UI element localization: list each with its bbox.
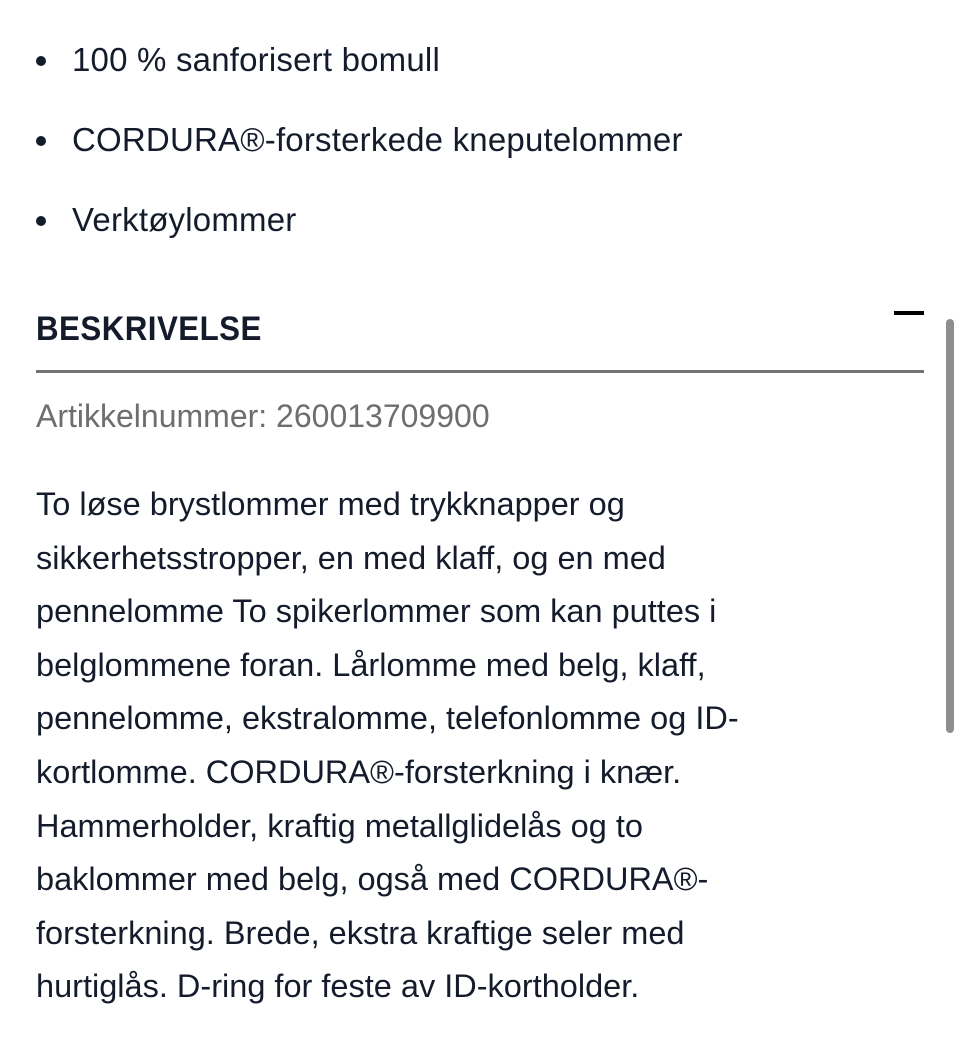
- feature-label: CORDURA®-forsterkede kneputelommer: [72, 121, 683, 158]
- description-line: baklommer med belg, også med CORDURA®-: [36, 861, 709, 898]
- feature-list: [36, 34, 683, 274]
- feature-label: Verktøylommer: [72, 201, 297, 238]
- feature-item: [36, 194, 683, 274]
- bullet-icon: [36, 216, 46, 226]
- minus-icon[interactable]: [894, 311, 924, 315]
- feature-label: 100 % sanforisert bomull: [72, 41, 440, 78]
- description-line: forsterkning. Brede, ekstra kraftige seler med: [36, 914, 685, 951]
- description-line: hurtiglås. D-ring for feste av ID-kortholder.: [36, 968, 640, 1005]
- bullet-icon: [36, 136, 46, 146]
- description-line: kortlomme. CORDURA®-forsterkning i knær.: [36, 753, 682, 790]
- description-line: pennelomme To spikerlommer som kan puttes i: [36, 593, 717, 630]
- description-line: pennelomme, ekstralomme, telefonlomme og ID-: [36, 700, 739, 737]
- scrollbar-thumb[interactable]: [946, 319, 954, 733]
- description-line: sikkerhetsstropper, en med klaff, og en med: [36, 539, 666, 576]
- description-line: To løse brystlommer med trykknapper og: [36, 486, 625, 522]
- section-title: BESKRIVELSE: [36, 310, 262, 348]
- description-line: Hammerholder, kraftig metallglidelås og to: [36, 807, 643, 844]
- description-line: belglommene foran. Lårlomme med belg, klaff,: [36, 646, 706, 683]
- bullet-icon: [36, 56, 46, 66]
- article-number: Artikkelnummer: 260013709900: [36, 398, 490, 434]
- feature-item: [36, 114, 683, 194]
- feature-item: [36, 34, 683, 114]
- description-text: [36, 478, 856, 1014]
- description-accordion-header[interactable]: [36, 300, 924, 373]
